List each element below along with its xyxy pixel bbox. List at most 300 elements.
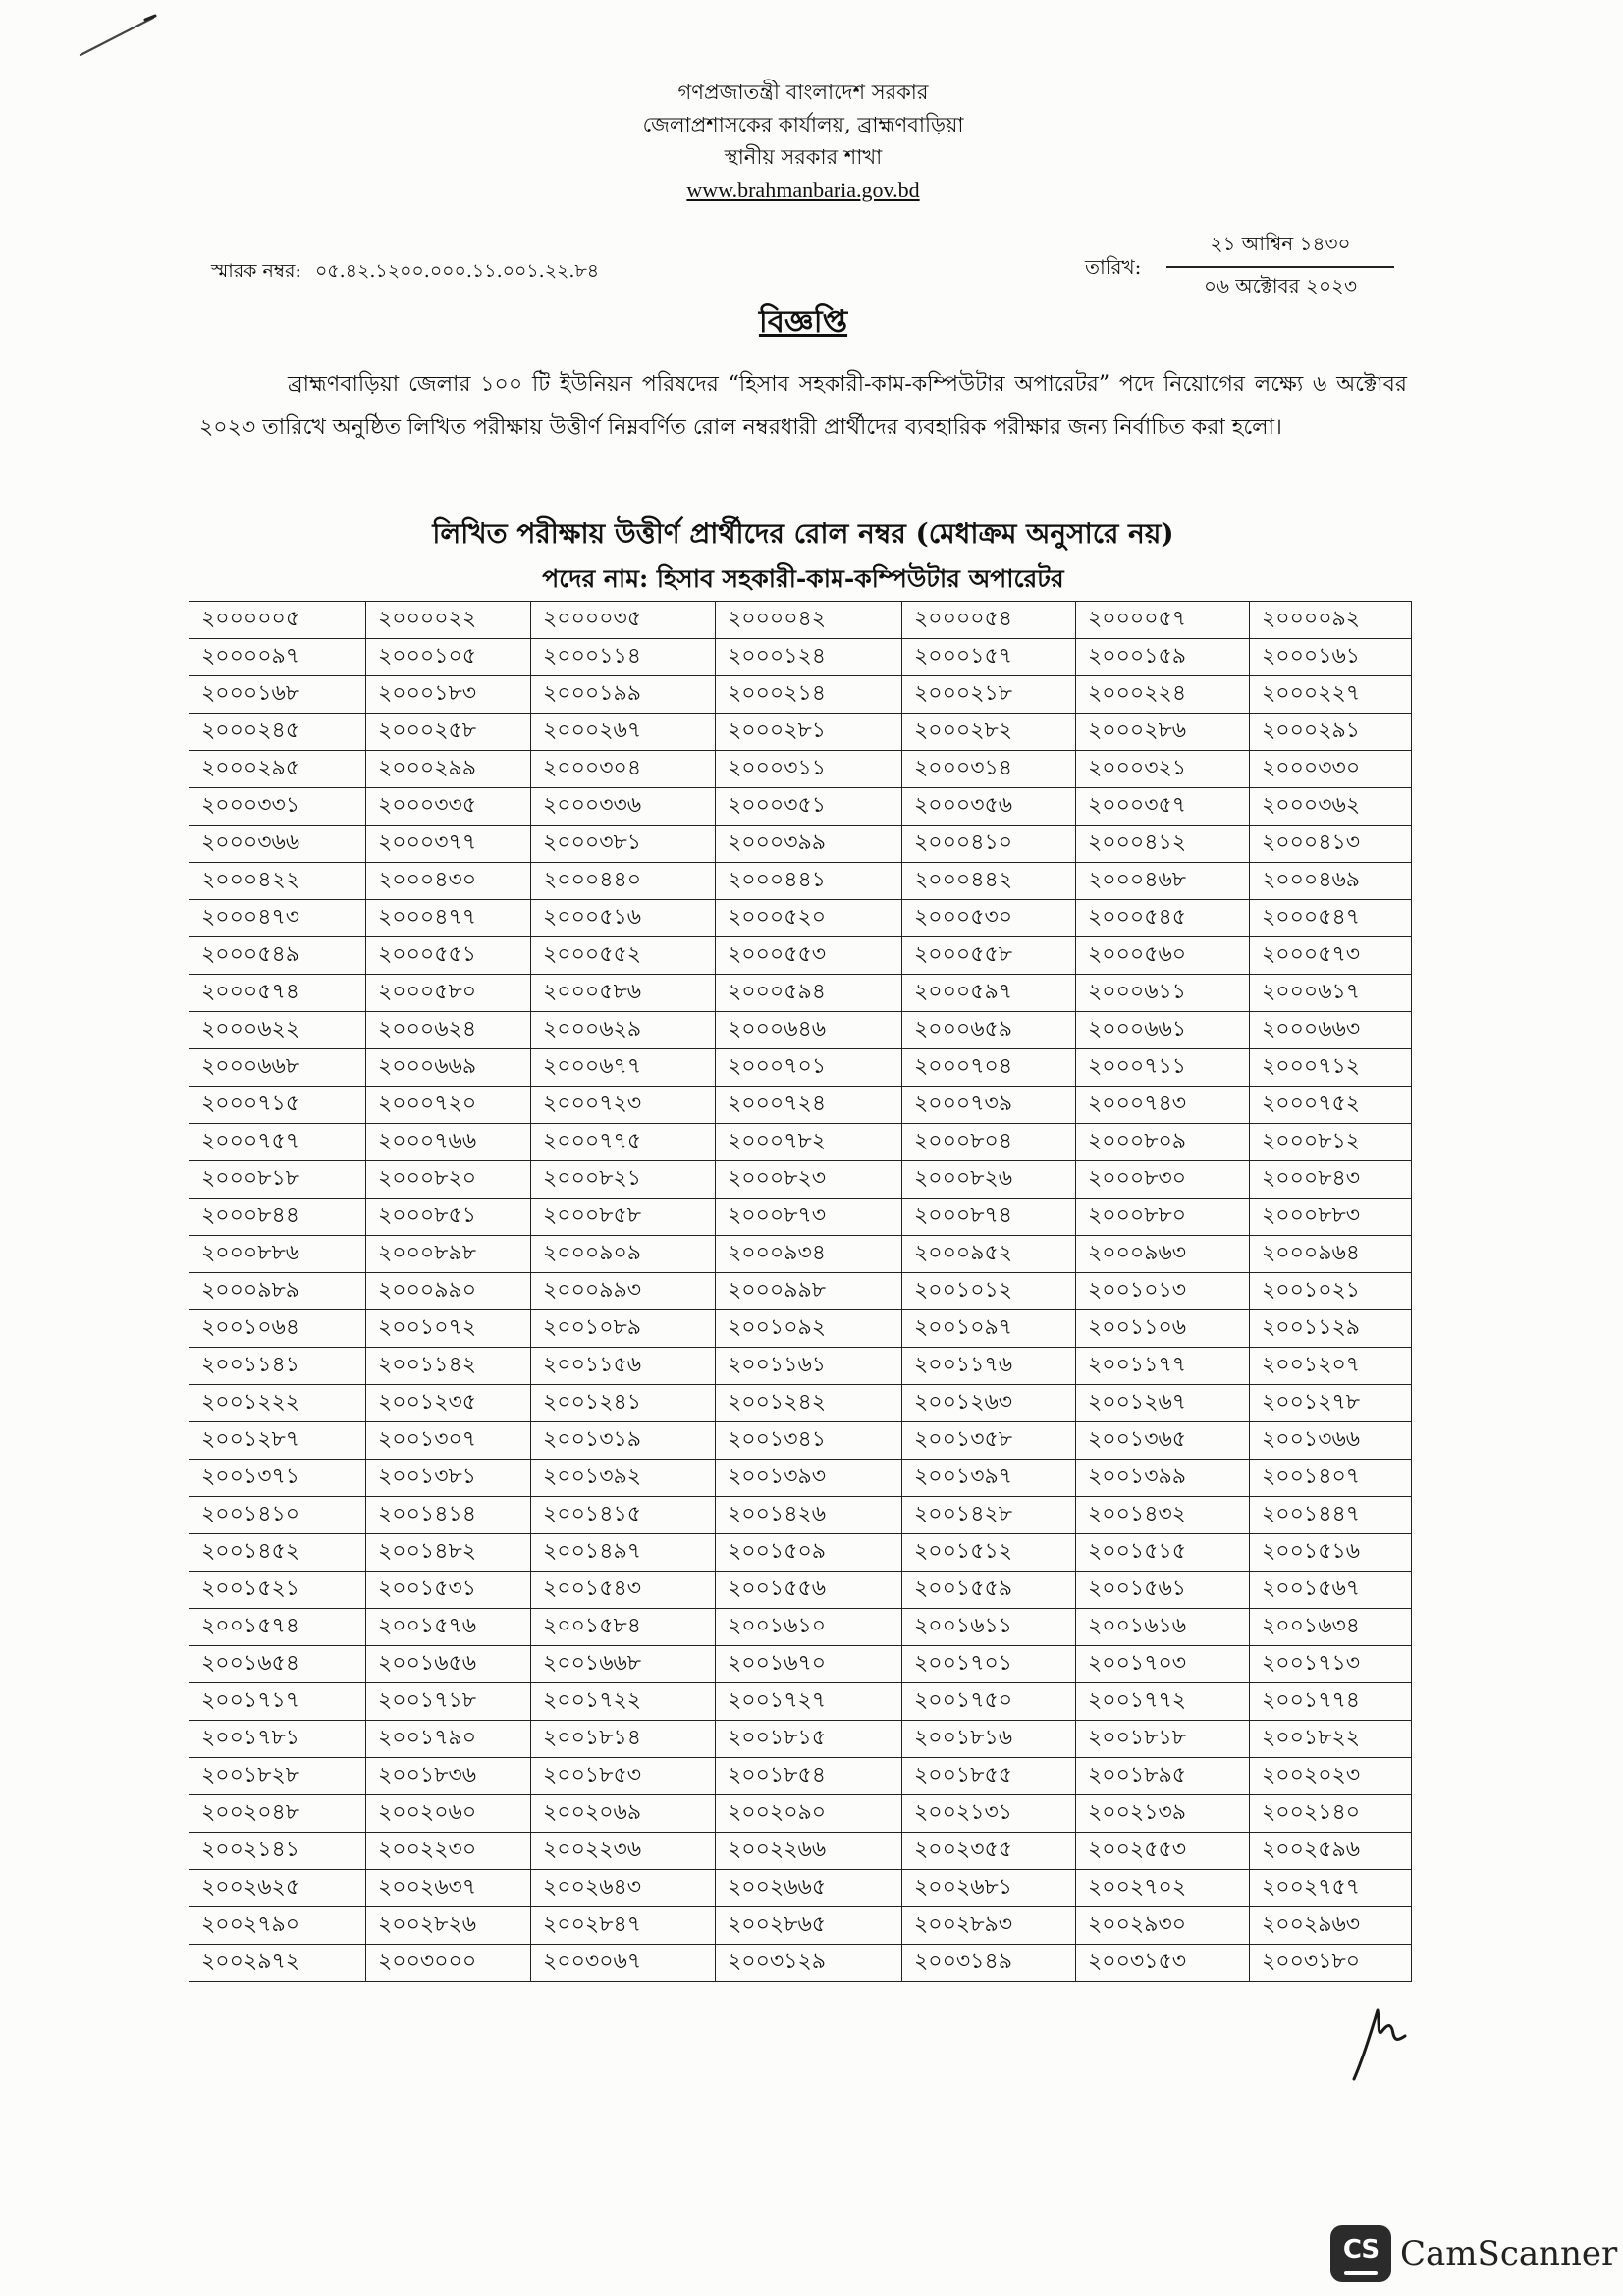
roll-number-cell: ২০০০১০৫: [366, 639, 531, 676]
roll-number-cell: ২০০০৩৫১: [716, 788, 902, 826]
roll-number-cell: ২০০১৬৫৪: [189, 1646, 366, 1683]
roll-number-cell: ২০০০৮৮৬: [189, 1236, 366, 1273]
roll-number-cell: ২০০১০২১: [1250, 1273, 1412, 1310]
roll-number-cell: ২০০১১২৯: [1250, 1310, 1412, 1348]
roll-number-cell: ২০০১৪১৪: [366, 1497, 531, 1534]
table-row: [189, 751, 1412, 788]
roll-number-cell: ২০০০৯৫২: [902, 1236, 1076, 1273]
roll-number-cell: ২০০৩০৬৭: [531, 1945, 716, 1982]
roll-number-cell: ২০০০১৫৯: [1076, 639, 1250, 676]
roll-number-cell: ২০০০৬২৪: [366, 1012, 531, 1049]
roll-number-cell: ২০০১১৪১: [189, 1348, 366, 1385]
roll-number-cell: ২০০০১৮৩: [366, 676, 531, 714]
roll-number-cell: ২০০১৭৮১: [189, 1721, 366, 1758]
roll-number-cell: ২০০২৯৩০: [1076, 1907, 1250, 1945]
roll-number-cell: ২০০০০৪২: [716, 602, 902, 639]
table-row: [189, 1124, 1412, 1161]
table-row: [189, 1273, 1412, 1310]
roll-number-cell: ২০০১৬১৬: [1076, 1609, 1250, 1646]
roll-number-cell: ২০০১৭২২: [531, 1683, 716, 1721]
camscanner-logo-icon: [1330, 2225, 1391, 2282]
roll-number-cell: ২০০০৫৪৭: [1250, 900, 1412, 937]
roll-number-cell: ২০০০৫৩০: [902, 900, 1076, 937]
roll-number-cell: ২০০১৮৯৫: [1076, 1758, 1250, 1795]
roll-number-cell: ২০০০৮২০: [366, 1161, 531, 1199]
table-row: [189, 1795, 1412, 1833]
roll-number-cell: ২০০১৭৭৪: [1250, 1683, 1412, 1721]
roll-number-cell: ২০০০৯৬৪: [1250, 1236, 1412, 1273]
roll-number-cell: ২০০২৭৫৭: [1250, 1870, 1412, 1907]
letterhead: [509, 77, 1098, 206]
roll-number-cell: ২০০১৪১০: [189, 1497, 366, 1534]
roll-number-cell: ২০০০৭৫২: [1250, 1087, 1412, 1124]
roll-number-cell: ২০০১৪৯৭: [531, 1534, 716, 1572]
roll-number-cell: ২০০১৪৮২: [366, 1534, 531, 1572]
roll-number-cell: ২০০১৬১০: [716, 1609, 902, 1646]
roll-number-cell: ২০০০৪১০: [902, 826, 1076, 863]
roll-number-cell: ২০০১৫৭৪: [189, 1609, 366, 1646]
roll-number-cell: ২০০১৫৪৩: [531, 1572, 716, 1609]
roll-number-cell: ২০০০৭০৪: [902, 1049, 1076, 1087]
roll-number-cell: ২০০৩১৮০: [1250, 1945, 1412, 1982]
roll-number-cell: ২০০০৩১১: [716, 751, 902, 788]
roll-number-cell: ২০০১২০৭: [1250, 1348, 1412, 1385]
roll-number-cell: ২০০২০৪৮: [189, 1795, 366, 1833]
roll-number-cell: ২০০০৪৩০: [366, 863, 531, 900]
roll-number-cell: ২০০০৭৮২: [716, 1124, 902, 1161]
table-title: লিখিত পরীক্ষায় উত্তীর্ণ প্রার্থীদের রোল নম্বর (মেধাক্রম অনুসারে নয়): [432, 517, 1174, 550]
roll-number-cell: ২০০০৬৬৮: [189, 1049, 366, 1087]
roll-number-cell: ২০০২১৪১: [189, 1833, 366, 1870]
table-row: [189, 900, 1412, 937]
roll-number-cell: ২০০০৫৯৪: [716, 975, 902, 1012]
roll-number-cell: ২০০০৭৭৫: [531, 1124, 716, 1161]
roll-number-cell: ২০০০৯৬৩: [1076, 1236, 1250, 1273]
office-name: জেলাপ্রশাসকের কার্যালয়, ব্রাহ্মণবাড়িয়া: [642, 113, 964, 136]
roll-number-cell: ২০০১২৪২: [716, 1385, 902, 1422]
roll-number-cell: ২০০০২৫৮: [366, 714, 531, 751]
table-row: [189, 1497, 1412, 1534]
roll-number-cell: ২০০১৪৫২: [189, 1534, 366, 1572]
roll-number-cell: ২০০০৫৫১: [366, 937, 531, 975]
roll-number-cell: ২০০০৪১২: [1076, 826, 1250, 863]
roll-number-cell: ২০০০৮২৬: [902, 1161, 1076, 1199]
roll-number-cell: ২০০১৬৩৪: [1250, 1609, 1412, 1646]
roll-number-cell: ২০০১৩৯৩: [716, 1460, 902, 1497]
roll-number-cell: ২০০১৫২১: [189, 1572, 366, 1609]
roll-number-cell: ২০০০৭১৫: [189, 1087, 366, 1124]
roll-number-cell: ২০০০৩৯৯: [716, 826, 902, 863]
roll-number-cell: ২০০০৩৩০: [1250, 751, 1412, 788]
roll-number-cell: ২০০১৫৬১: [1076, 1572, 1250, 1609]
roll-number-cell: ২০০০৫৫২: [531, 937, 716, 975]
roll-number-cell: ২০০১০৯৭: [902, 1310, 1076, 1348]
roll-number-cell: ২০০০৫৭৪: [189, 975, 366, 1012]
roll-number-cell: ২০০১৮৫৪: [716, 1758, 902, 1795]
roll-number-cell: ২০০১৭১৩: [1250, 1646, 1412, 1683]
roll-number-cell: ২০০১০৮৯: [531, 1310, 716, 1348]
roll-number-cell: ২০০১২৮৭: [189, 1422, 366, 1460]
roll-number-cell: ২০০১৮৫৩: [531, 1758, 716, 1795]
roll-number-cell: ২০০১২৩৫: [366, 1385, 531, 1422]
roll-number-cell: ২০০১৭১৭: [189, 1683, 366, 1721]
roll-number-cell: ২০০০০০৫: [189, 602, 366, 639]
roll-number-cell: ২০০০৮৫১: [366, 1199, 531, 1236]
roll-number-cell: ২০০০৯০৯: [531, 1236, 716, 1273]
roll-number-cell: ২০০০৩০৪: [531, 751, 716, 788]
roll-number-cell: ২০০০৫৯৭: [902, 975, 1076, 1012]
roll-number-cell: ২০০০৮৩০: [1076, 1161, 1250, 1199]
roll-number-cell: ২০০০৪২২: [189, 863, 366, 900]
roll-number-cell: ২০০১৪২৮: [902, 1497, 1076, 1534]
roll-number-cell: ২০০২৮৯৩: [902, 1907, 1076, 1945]
roll-number-cell: ২০০০৫৬০: [1076, 937, 1250, 975]
roll-number-cell: ২০০১৫০৯: [716, 1534, 902, 1572]
table-row: [189, 1310, 1412, 1348]
camscanner-watermark: CamScanner: [1400, 2234, 1618, 2273]
roll-number-cell: ২০০১৫৩১: [366, 1572, 531, 1609]
date-gregorian: ০৬ অক্টোবর ২০২৩: [1203, 274, 1358, 297]
roll-number-cell: ২০০০২৮৬: [1076, 714, 1250, 751]
roll-number-cell: ২০০০২২৪: [1076, 676, 1250, 714]
table-row: [189, 1012, 1412, 1049]
table-row: [189, 602, 1412, 639]
roll-number-cell: ২০০৩১২৯: [716, 1945, 902, 1982]
roll-number-cell: ২০০০৩৫৭: [1076, 788, 1250, 826]
roll-number-cell: ২০০০০৫৭: [1076, 602, 1250, 639]
roll-number-cell: ২০০১০১৩: [1076, 1273, 1250, 1310]
roll-number-cell: ২০০০৪৬৮: [1076, 863, 1250, 900]
roll-number-cell: ২০০১৫১২: [902, 1534, 1076, 1572]
roll-number-cell: ২০০১১৪২: [366, 1348, 531, 1385]
table-row: [189, 676, 1412, 714]
roll-number-cell: ২০০০০৯৭: [189, 639, 366, 676]
roll-number-cell: ২০০১৩৪১: [716, 1422, 902, 1460]
roll-number-cell: ২০০২৮২৬: [366, 1907, 531, 1945]
roll-number-cell: ২০০১৩৬৬: [1250, 1422, 1412, 1460]
roll-number-cell: ২০০২৩৫৫: [902, 1833, 1076, 1870]
roll-number-table: [189, 601, 1412, 1982]
roll-number-cell: ২০০১৪১৫: [531, 1497, 716, 1534]
table-row: [189, 826, 1412, 863]
roll-number-cell: ২০০১৬৭০: [716, 1646, 902, 1683]
roll-number-cell: ২০০২৬৪৩: [531, 1870, 716, 1907]
roll-number-cell: ২০০০৬১১: [1076, 975, 1250, 1012]
roll-number-cell: ২০০০৫৮০: [366, 975, 531, 1012]
roll-number-cell: ২০০০৮২৩: [716, 1161, 902, 1199]
roll-number-cell: ২০০০৭০১: [716, 1049, 902, 1087]
roll-number-cell: ২০০০১১৪: [531, 639, 716, 676]
roll-number-cell: ২০০১৫৬৭: [1250, 1572, 1412, 1609]
roll-number-cell: ২০০০২২৭: [1250, 676, 1412, 714]
roll-number-cell: ২০০০৯৯৮: [716, 1273, 902, 1310]
date-bangla: ২১ আশ্বিন ১৪৩০: [1166, 230, 1394, 268]
roll-number-cell: ২০০১৭১৮: [366, 1683, 531, 1721]
roll-number-cell: ২০০১৩৭১: [189, 1460, 366, 1497]
roll-number-cell: ২০০০৬৬৩: [1250, 1012, 1412, 1049]
table-row: [189, 1199, 1412, 1236]
roll-number-cell: ২০০২০৬০: [366, 1795, 531, 1833]
roll-number-cell: ২০০০৪৪২: [902, 863, 1076, 900]
table-row: [189, 1907, 1412, 1945]
table-row: [189, 1572, 1412, 1609]
roll-number-cell: ২০০১৭০৩: [1076, 1646, 1250, 1683]
roll-number-cell: ২০০১৩৯৭: [902, 1460, 1076, 1497]
roll-number-cell: ২০০০৯৯৩: [531, 1273, 716, 1310]
roll-number-cell: ২০০০২৯৯: [366, 751, 531, 788]
roll-number-cell: ২০০০৩৬৬: [189, 826, 366, 863]
roll-number-cell: ২০০১০১২: [902, 1273, 1076, 1310]
roll-number-cell: ২০০০১৫৭: [902, 639, 1076, 676]
roll-number-cell: ২০০০৯৩৪: [716, 1236, 902, 1273]
branch-name: স্থানীয় সরকার শাখা: [724, 145, 883, 169]
roll-number-cell: ২০০০৮১৮: [189, 1161, 366, 1199]
roll-number-cell: ২০০০৮১২: [1250, 1124, 1412, 1161]
roll-number-cell: ২০০০৮৭৪: [902, 1199, 1076, 1236]
roll-number-cell: ২০০০৩১৪: [902, 751, 1076, 788]
table-row: [189, 1683, 1412, 1721]
roll-number-cell: ২০০০৩৫৬: [902, 788, 1076, 826]
roll-number-cell: ২০০১১৬১: [716, 1348, 902, 1385]
roll-number-cell: ২০০২২৩৬: [531, 1833, 716, 1870]
roll-number-cell: ২০০১৩৫৮: [902, 1422, 1076, 1460]
roll-number-cell: ২০০১২৬৭: [1076, 1385, 1250, 1422]
table-row: [189, 1460, 1412, 1497]
roll-number-table-body: [189, 602, 1412, 1982]
table-row: [189, 714, 1412, 751]
table-row: [189, 1049, 1412, 1087]
roll-number-cell: ২০০০৪৭৩: [189, 900, 366, 937]
roll-number-cell: ২০০০৪৬৯: [1250, 863, 1412, 900]
roll-number-cell: ২০০১২২২: [189, 1385, 366, 1422]
roll-number-cell: ২০০৩০০০: [366, 1945, 531, 1982]
roll-number-cell: ২০০০৭২০: [366, 1087, 531, 1124]
roll-number-cell: ২০০০৮৭৩: [716, 1199, 902, 1236]
roll-number-cell: ২০০১৮১৪: [531, 1721, 716, 1758]
roll-number-cell: ২০০১১৫৬: [531, 1348, 716, 1385]
roll-number-cell: ২০০০৩৭৭: [366, 826, 531, 863]
roll-number-cell: ২০০১৭৫০: [902, 1683, 1076, 1721]
roll-number-cell: ২০০০৮৪৪: [189, 1199, 366, 1236]
roll-number-cell: ২০০০৭১১: [1076, 1049, 1250, 1087]
roll-number-cell: ২০০২৮৬৫: [716, 1907, 902, 1945]
roll-number-cell: ২০০০৫৫৮: [902, 937, 1076, 975]
roll-number-cell: ২০০০১২৪: [716, 639, 902, 676]
roll-number-cell: ২০০১৮১৬: [902, 1721, 1076, 1758]
roll-number-cell: ২০০৩১৫৩: [1076, 1945, 1250, 1982]
roll-number-cell: ২০০০২৬৭: [531, 714, 716, 751]
roll-number-cell: ২০০২৬৮১: [902, 1870, 1076, 1907]
roll-number-cell: ২০০০৬১৭: [1250, 975, 1412, 1012]
roll-number-cell: ২০০২০৬৯: [531, 1795, 716, 1833]
roll-number-cell: ২০০১৩১৯: [531, 1422, 716, 1460]
table-row: [189, 1870, 1412, 1907]
table-row: [189, 1087, 1412, 1124]
roll-number-cell: ২০০২২৩০: [366, 1833, 531, 1870]
roll-number-cell: ২০০০৬৫৯: [902, 1012, 1076, 1049]
table-row: [189, 1385, 1412, 1422]
roll-number-cell: ২০০০১৬৮: [189, 676, 366, 714]
post-name: পদের নাম: হিসাব সহকারী-কাম-কম্পিউটার অপারেটর: [542, 564, 1064, 593]
roll-number-cell: ২০০১৩৬৫: [1076, 1422, 1250, 1460]
roll-number-cell: ২০০০৭২৪: [716, 1087, 902, 1124]
roll-number-cell: ২০০১৩৯৯: [1076, 1460, 1250, 1497]
roll-number-cell: ২০০০২৮২: [902, 714, 1076, 751]
roll-number-cell: ২০০০৪৪০: [531, 863, 716, 900]
table-row: [189, 1758, 1412, 1795]
roll-number-cell: ২০০১৮২৮: [189, 1758, 366, 1795]
pen-mark: [69, 8, 167, 67]
website-link: www.brahmanbaria.gov.bd: [686, 178, 920, 202]
roll-number-cell: ২০০২৯৬৩: [1250, 1907, 1412, 1945]
roll-number-cell: ২০০০৭২৩: [531, 1087, 716, 1124]
roll-number-cell: ২০০১৩০৭: [366, 1422, 531, 1460]
table-row: [189, 937, 1412, 975]
roll-number-cell: ২০০১৫৫৯: [902, 1572, 1076, 1609]
table-row: [189, 863, 1412, 900]
roll-number-cell: ২০০০৯৯০: [366, 1273, 531, 1310]
roll-number-cell: ২০০০১৬১: [1250, 639, 1412, 676]
roll-number-cell: ২০০১৩৯২: [531, 1460, 716, 1497]
roll-number-cell: ২০০১৮৫৫: [902, 1758, 1076, 1795]
roll-number-cell: ২০০০৬৬৯: [366, 1049, 531, 1087]
roll-number-cell: ২০০০৮৯৮: [366, 1236, 531, 1273]
roll-number-cell: ২০০২০২৩: [1250, 1758, 1412, 1795]
roll-number-cell: ২০০১২৪১: [531, 1385, 716, 1422]
table-row: [189, 1833, 1412, 1870]
roll-number-cell: ২০০০৫৫৩: [716, 937, 902, 975]
roll-number-cell: ২০০১৫৮৪: [531, 1609, 716, 1646]
roll-number-cell: ২০০০৫৮৬: [531, 975, 716, 1012]
roll-number-cell: ২০০০৭৬৬: [366, 1124, 531, 1161]
roll-number-cell: ২০০০৬৭৭: [531, 1049, 716, 1087]
table-row: [189, 1348, 1412, 1385]
notice-title: বিজ্ঞপ্তি: [758, 304, 848, 340]
roll-number-cell: ২০০০৮২১: [531, 1161, 716, 1199]
roll-number-cell: ২০০০৮৮৩: [1250, 1199, 1412, 1236]
table-row: [189, 1721, 1412, 1758]
roll-number-cell: ২০০০৮৪৩: [1250, 1161, 1412, 1199]
roll-number-cell: ২০০০৫৪৫: [1076, 900, 1250, 937]
roll-number-cell: ২০০০৪৭৭: [366, 900, 531, 937]
roll-number-cell: ২০০১৭০১: [902, 1646, 1076, 1683]
roll-number-cell: ২০০০২১৪: [716, 676, 902, 714]
roll-number-cell: ২০০২৯৭২: [189, 1945, 366, 1982]
roll-number-cell: ২০০১২৭৮: [1250, 1385, 1412, 1422]
table-row: [189, 788, 1412, 826]
roll-number-cell: ২০০১১৭৬: [902, 1348, 1076, 1385]
roll-number-cell: ২০০১৪৪৭: [1250, 1497, 1412, 1534]
roll-number-cell: ২০০০৮০৯: [1076, 1124, 1250, 1161]
roll-number-cell: ২০০০৬৪৬: [716, 1012, 902, 1049]
roll-number-cell: ২০০১১৭৭: [1076, 1348, 1250, 1385]
roll-number-cell: ২০০০০৩৫: [531, 602, 716, 639]
table-row: [189, 1534, 1412, 1572]
roll-number-cell: ২০০০৩৬২: [1250, 788, 1412, 826]
roll-number-cell: ২০০০৬৬১: [1076, 1012, 1250, 1049]
roll-number-cell: ২০০১২৬৩: [902, 1385, 1076, 1422]
roll-number-cell: ২০০০২৮১: [716, 714, 902, 751]
roll-number-cell: ২০০০০৯২: [1250, 602, 1412, 639]
roll-number-cell: ২০০২৭৯০: [189, 1907, 366, 1945]
roll-number-cell: ২০০০৭৪৩: [1076, 1087, 1250, 1124]
roll-number-cell: ২০০১৪৩২: [1076, 1497, 1250, 1534]
roll-number-cell: ২০০০৮০৪: [902, 1124, 1076, 1161]
roll-number-cell: ২০০০৩২১: [1076, 751, 1250, 788]
roll-number-cell: ২০০১০৯২: [716, 1310, 902, 1348]
roll-number-cell: ২০০০৪১৩: [1250, 826, 1412, 863]
roll-number-cell: ২০০১৭২৭: [716, 1683, 902, 1721]
table-row: [189, 1422, 1412, 1460]
roll-number-cell: ২০০১৭৭২: [1076, 1683, 1250, 1721]
roll-number-cell: ২০০০৫৭৩: [1250, 937, 1412, 975]
roll-number-cell: ২০০০৩৩৬: [531, 788, 716, 826]
roll-number-cell: ২০০০৭৩৯: [902, 1087, 1076, 1124]
table-row: [189, 1646, 1412, 1683]
roll-number-cell: ২০০০৫২০: [716, 900, 902, 937]
roll-number-cell: ২০০১০৭২: [366, 1310, 531, 1348]
roll-number-cell: ২০০২৬৬৫: [716, 1870, 902, 1907]
table-row: [189, 639, 1412, 676]
roll-number-cell: ২০০২১৩১: [902, 1795, 1076, 1833]
roll-number-cell: ২০০০৭১২: [1250, 1049, 1412, 1087]
roll-number-cell: ২০০০৫১৬: [531, 900, 716, 937]
roll-number-cell: ২০০০৯৮৯: [189, 1273, 366, 1310]
roll-number-cell: ২০০০৩৩৫: [366, 788, 531, 826]
roll-number-cell: ২০০১৫৭৬: [366, 1609, 531, 1646]
roll-number-cell: ২০০১৬৬৮: [531, 1646, 716, 1683]
roll-number-cell: ২০০০৬২৯: [531, 1012, 716, 1049]
roll-number-cell: ২০০২৮৪৭: [531, 1907, 716, 1945]
notice-body: ব্রাহ্মণবাড়িয়া জেলার ১০০ টি ইউনিয়ন পরিষদের “হিসাব সহকারী-কাম-কম্পিউটার অপারেটর” পদে নিয়োগের লক্ষ্যে ৬ অক্টোবর ২০২৩ তারিখে অনুষ্ঠিত লিখিত পরীক্ষায় উত্তীর্ণ নিম্নবর্ণিত রোল নম্বরধারী প্রার্থীদের ব্যবহারিক পরীক্ষার জন্য নির্বাচিত করা হলো।: [199, 372, 1407, 440]
date-label: তারিখ:: [1085, 255, 1142, 279]
roll-number-cell: ২০০১৫১৫: [1076, 1534, 1250, 1572]
roll-number-cell: ২০০১৮৩৬: [366, 1758, 531, 1795]
roll-number-cell: ২০০০৩৩১: [189, 788, 366, 826]
roll-number-cell: ২০০১১০৬: [1076, 1310, 1250, 1348]
roll-number-cell: ২০০০৭৫৭: [189, 1124, 366, 1161]
roll-number-cell: ২০০২৬৩৭: [366, 1870, 531, 1907]
date-block: [1166, 230, 1394, 304]
memo-label: স্মারক নম্বর:: [211, 260, 301, 282]
table-row: [189, 1945, 1412, 1982]
roll-number-cell: ২০০০৬২২: [189, 1012, 366, 1049]
roll-number-cell: ২০০০৫৪৯: [189, 937, 366, 975]
roll-number-cell: ২০০০২১৮: [902, 676, 1076, 714]
roll-number-cell: ২০০০১৯৯: [531, 676, 716, 714]
signature: [1340, 1993, 1419, 2086]
roll-number-cell: ২০০১৬১১: [902, 1609, 1076, 1646]
roll-number-cell: ২০০১৫১৬: [1250, 1534, 1412, 1572]
roll-number-cell: ২০০২২৬৬: [716, 1833, 902, 1870]
roll-number-cell: ২০০০২৯১: [1250, 714, 1412, 751]
government-name: গণপ্রজাতন্ত্রী বাংলাদেশ সরকার: [677, 80, 929, 104]
roll-number-cell: ২০০১৪০৭: [1250, 1460, 1412, 1497]
roll-number-cell: ২০০১৭৯০: [366, 1721, 531, 1758]
table-row: [189, 1609, 1412, 1646]
roll-number-cell: ২০০১৮২২: [1250, 1721, 1412, 1758]
roll-number-cell: ২০০১৩৮১: [366, 1460, 531, 1497]
roll-number-cell: ২০০১৮১৫: [716, 1721, 902, 1758]
roll-number-cell: ২০০২৬২৫: [189, 1870, 366, 1907]
memo-number: ০৫.৪২.১২০০.০০০.১১.০০১.২২.৮৪: [314, 260, 600, 282]
roll-number-cell: ২০০০৮৫৮: [531, 1199, 716, 1236]
roll-number-cell: ২০০০০৫৪: [902, 602, 1076, 639]
roll-number-cell: ২০০২০৯০: [716, 1795, 902, 1833]
roll-number-cell: ২০০১০৬৪: [189, 1310, 366, 1348]
roll-number-cell: ২০০০৪৪১: [716, 863, 902, 900]
memo-line: [211, 257, 599, 289]
